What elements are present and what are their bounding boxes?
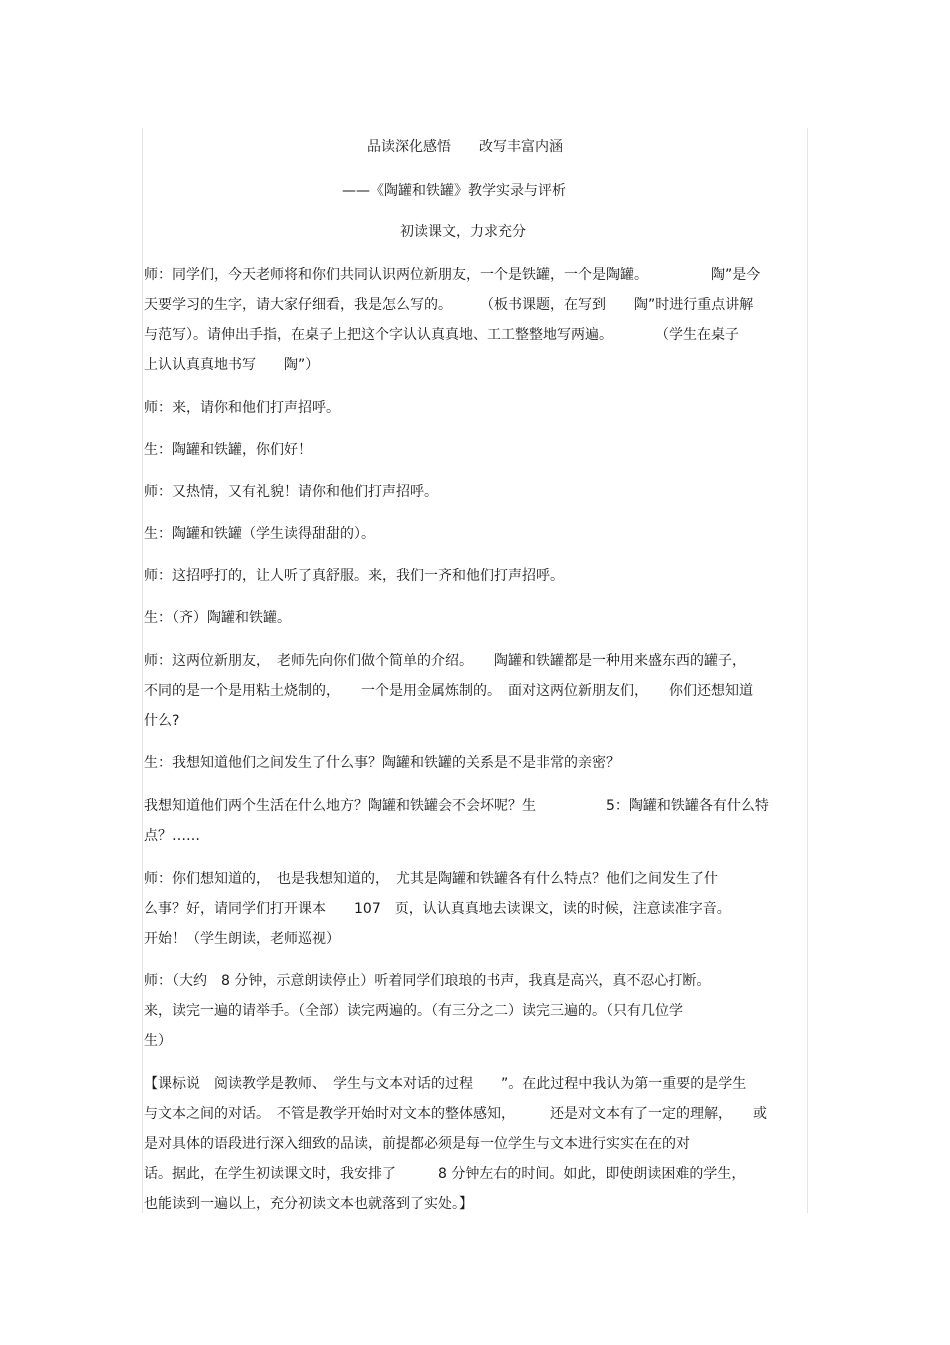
- text-line: 师：同学们，今天老师将和你们共同认识两位新朋友，一个是铁罐，一个是陶罐。 陶”是今: [144, 267, 761, 283]
- text-line: 师：（大约 8 分钟，示意朗读停止）听着同学们琅琅的书声，我真是高兴，真不忍心打断。: [144, 973, 711, 989]
- document-title: 品读深化感悟 改写丰富内涵: [367, 139, 563, 155]
- text-line: 生：（齐）陶罐和铁罐。: [144, 610, 291, 626]
- text-line: 师：又热情，又有礼貌！请你和他们打声招呼。: [144, 484, 438, 500]
- text-line: 师：这招呼打的，让人听了真舒服。来，我们一齐和他们打声招呼。: [144, 568, 564, 584]
- text-line: 是对具体的语段进行深入细致的品读，前提都必须是每一位学生与文本进行实实在在的对: [144, 1136, 690, 1152]
- right-margin-line: [807, 128, 808, 1213]
- section-heading: 初读课文，力求充分: [400, 224, 526, 240]
- text-line: 生：陶罐和铁罐（学生读得甜甜的）。: [144, 526, 375, 542]
- text-line: 师：这两位新朋友， 老师先向你们做个简单的介绍。 陶罐和铁罐都是一种用来盛东西的罐子，: [144, 653, 746, 669]
- text-line: 与范写）。请伸出手指，在桌子上把这个字认认真真地、工工整整地写两遍。 （学生在桌子: [144, 327, 739, 343]
- left-margin-line: [142, 128, 143, 1213]
- document-subtitle: ——《陶罐和铁罐》教学实录与评析: [342, 183, 566, 199]
- text-line: 生：我想知道他们之间发生了什么事？陶罐和铁罐的关系是不是非常的亲密？: [144, 755, 620, 771]
- text-line: 开始！（学生朗读，老师巡视）: [144, 931, 340, 947]
- text-line: 话。据此，在学生初读课文时，我安排了 8 分钟左右的时间。如此，即使朗读困难的学生，: [144, 1166, 746, 1182]
- text-line: 我想知道他们两个生活在什么地方？陶罐和铁罐会不会坏呢？生 5：陶罐和铁罐各有什么特: [144, 798, 769, 814]
- text-line: 来，读完一遍的请举手。（全部）读完两遍的。（有三分之二）读完三遍的。（只有几位学: [144, 1003, 683, 1019]
- text-line: 什么?: [144, 713, 180, 729]
- text-line: 点？……: [144, 828, 200, 844]
- text-line: 上认认真真地书写 陶”）: [144, 357, 320, 373]
- text-line: 与文本之间的对话。 不管是教学开始时对文本的整体感知， 还是对文本有了一定的理解， 或: [144, 1106, 767, 1122]
- text-line: 也能读到一遍以上，充分初读文本也就落到了实处。】: [144, 1196, 473, 1212]
- text-line: 【课标说 阅读教学是教师、 学生与文本对话的过程 ”。在此过程中我认为第一重要的是学生: [144, 1076, 747, 1092]
- text-line: 生）: [144, 1033, 172, 1049]
- text-line: 生：陶罐和铁罐，你们好！: [144, 442, 312, 458]
- text-line: 不同的是一个是用粘土烧制的， 一个是用金属炼制的。 面对这两位新朋友们， 你们还想知道: [144, 683, 753, 699]
- text-line: 天要学习的生字，请大家仔细看，我是怎么写的。 （板书课题，在写到 陶”时进行重点讲解: [144, 297, 754, 313]
- text-line: 师：你们想知道的， 也是我想知道的， 尤其是陶罐和铁罐各有什么特点？他们之间发生了什: [144, 871, 718, 887]
- text-line: 师：来，请你和他们打声招呼。: [144, 400, 340, 416]
- text-line: 么事？好，请同学们打开课本 107 页，认认真真地去读课文，读的时候，注意读准字音。: [144, 901, 731, 917]
